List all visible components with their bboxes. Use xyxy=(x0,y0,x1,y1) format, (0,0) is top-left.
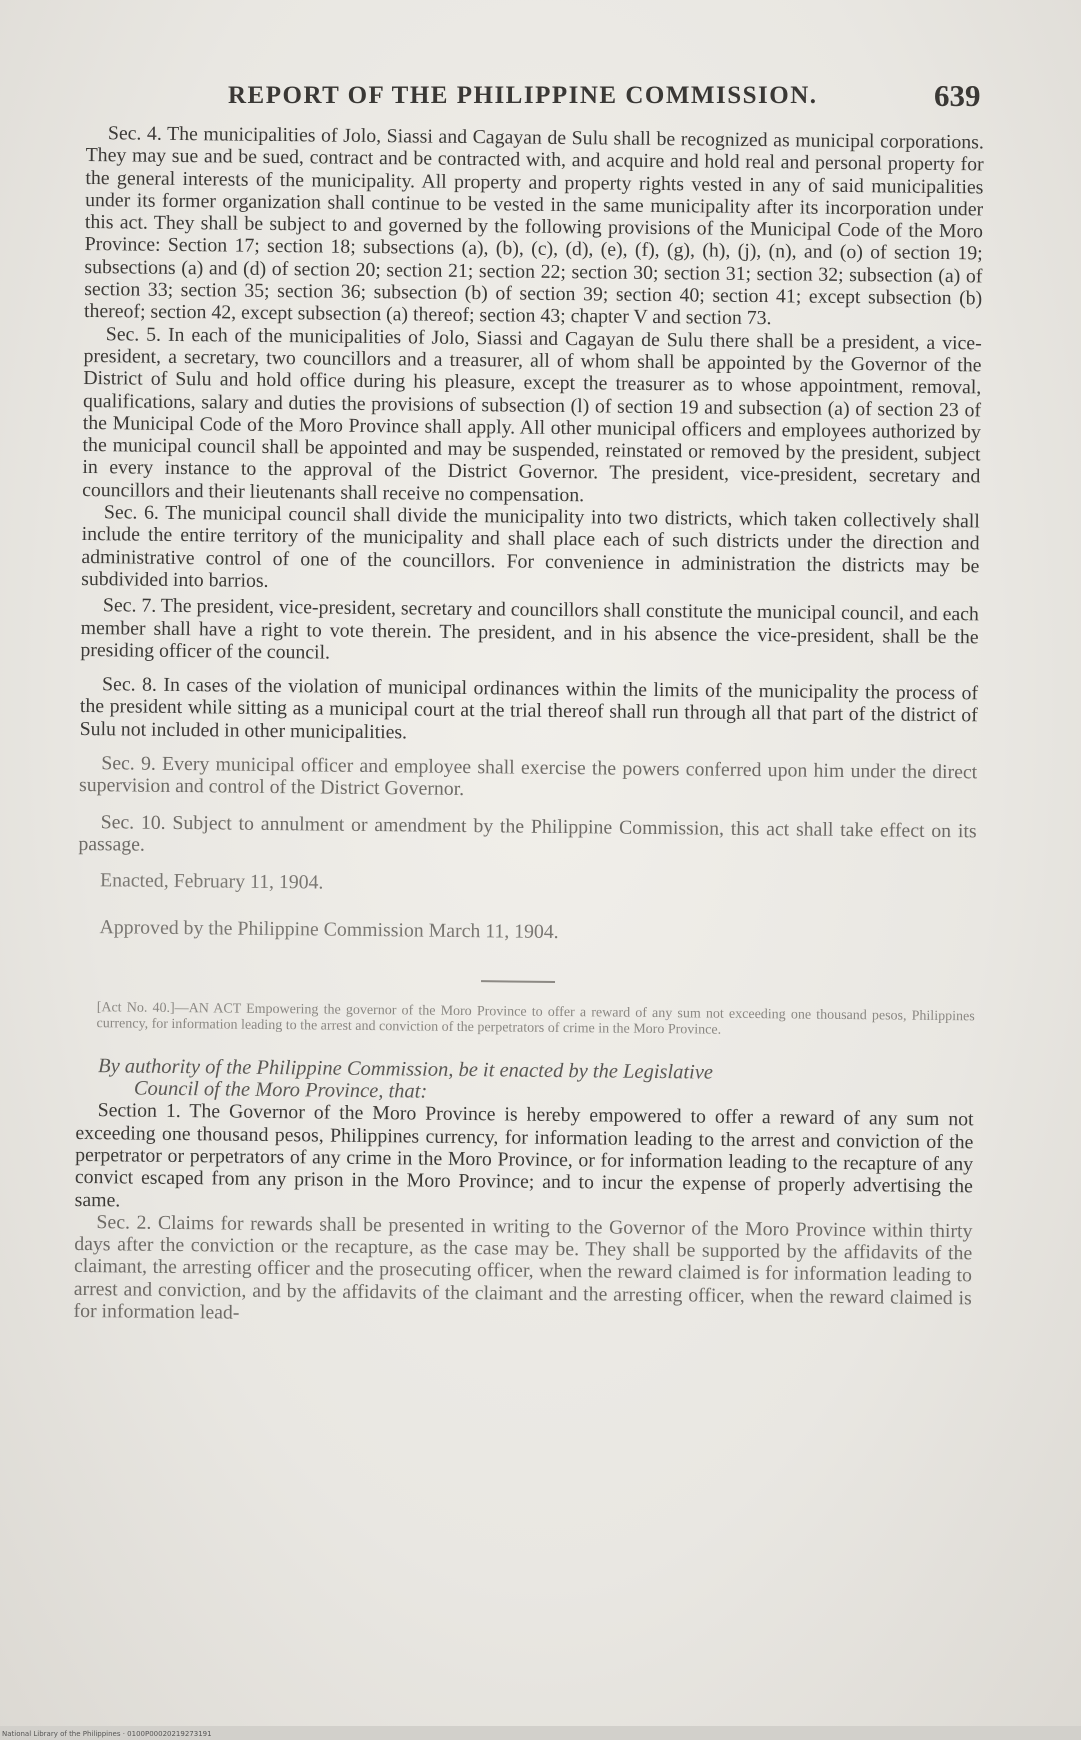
footer-bar xyxy=(0,1726,1081,1740)
paragraph-sec-5: Sec. 5. In each of the municipalities of Jolo, Siassi and Cagayan de Sulu there shall be a president, a vice-president, a secretary, two councillors and a treasurer, all of whom shall be appointed by the Governor of the District of Sulu and hold office during his pleasure, except the treasurer as to whose appointment, removal, qualifications, salary and duties the provisions of subsection (l) of section 19 and subsection (a) of section 23 of the Municipal Code of the Moro Province shall apply. All other municipal officers and employees authorized by the municipal council shall be appointed and may be suspended, reinstated or removed by the president, subject in every instance to the approval of the District Governor. The president, vice-president, secretary and councillors and their lieutenants shall receive no compensation. xyxy=(82,322,982,506)
paragraph-sec-4: Sec. 4. The municipalities of Jolo, Siassi and Cagayan de Sulu shall be recognized as municipal corporations. They may sue and be sued, contract and be contracted with, and acquire and hold real and personal property for the general interests of the municipality. All property and property rights vested in any of said municipalities under its former organization shall continue to be vested in the same municipality after its incorporation under this act. They shall be subject to and governed by the following provisions of the Municipal Code of the Moro Province: Section 17; section 18; subsections (a), (b), (c), (d), (e), (f), (g), (h), (j), (n), and (o) of section 19; subsections (a) and (d) of section 20; section 21; section 22; section 30; section 31; section 32; subsection (a) of section 33; section 35; section 36; subsection (b) of section 39; section 40; section 41; except subsection (b) thereof; section 42, except subsection (a) thereof; section 43; chapter V and section 73. xyxy=(83,122,984,330)
enacting-clause-line-2: Council of the Moro Province, that: xyxy=(133,1077,428,1103)
page-header xyxy=(0,78,1081,122)
paragraph-sec-6: Sec. 6. The municipal council shall divide the municipality into two districts, which taken collectively shall include the entire territory of the municipality and shall place each of such districts under the direction and administrative control of one of the councillors. For convenience in administration the districts may be subdivided into barrios. xyxy=(81,501,980,592)
section-divider xyxy=(481,980,555,983)
paragraph-sec-8: Sec. 8. In cases of the violation of municipal ordinances within the limits of the municipality the process of the president while sitting as a municipal court at the trial thereof shall run through all that part of the district of Sulu not included in other municipalities. xyxy=(79,673,979,744)
running-title: REPORT OF THE PHILIPPINE COMMISSION. xyxy=(228,82,818,109)
paragraph-sec-9: Sec. 9. Every municipal officer and employee shall exercise the powers conferred upon him under the direct supervision and control of the District Governor. xyxy=(78,752,978,801)
paragraph-sec-7: Sec. 7. The president, vice-president, secretary and councillors shall constitute the municipal council, and each member shall have a right to vote therein. The president, and in his absence the vice-president, shall be the presiding officer of the council. xyxy=(80,594,980,664)
approved-date: Approved by the Philippine Commission March 11, 1904. xyxy=(99,915,559,943)
footer-text: National Library of the Philippines · 0100P00020219273191 xyxy=(2,1730,212,1738)
page-number: 639 xyxy=(934,78,981,113)
enacted-date: Enacted, February 11, 1904. xyxy=(99,869,324,894)
enacting-clause-line-1: By authority of the Philippine Commission, be it enacted by the Legislative xyxy=(98,1054,714,1084)
act-heading-note: [Act No. 40.]—AN ACT Empowering the governor of the Moro Province to offer a reward of any sum not exceeding one thousand pesos, Philippines currency, for information leading to the arrest and conviction of the perpetrators of crime in the Moro Province. xyxy=(96,999,975,1038)
body-text xyxy=(73,122,984,1332)
paragraph-section-1: Section 1. The Governor of the Moro Province is hereby empowered to offer a reward of any sum not exceeding one thousand pesos, Philippines currency, for information leading to the arrest and conviction of the perpetrator or perpetrators of any crime in the Moro Province, or for information leading to the recapture of any convict escaped from any prison in the Moro Province; and to incur the expense of properly advertising the same. xyxy=(74,1099,974,1211)
paragraph-sec-10: Sec. 10. Subject to annulment or amendment by the Philippine Commission, this act shall take effect on its passage. xyxy=(78,810,977,856)
paragraph-sec-2: Sec. 2. Claims for rewards shall be presented in writing to the Governor of the Moro Province within thirty days after the conviction or the recapture, as the case may be. They shall be supported by the affidavits of the claimant, the arresting officer and the prosecuting officer, when the reward claimed is for information leading to arrest and conviction, and by the affidavits of the claimant and the arresting officer, when the reward claimed is for information lead- xyxy=(73,1211,973,1324)
